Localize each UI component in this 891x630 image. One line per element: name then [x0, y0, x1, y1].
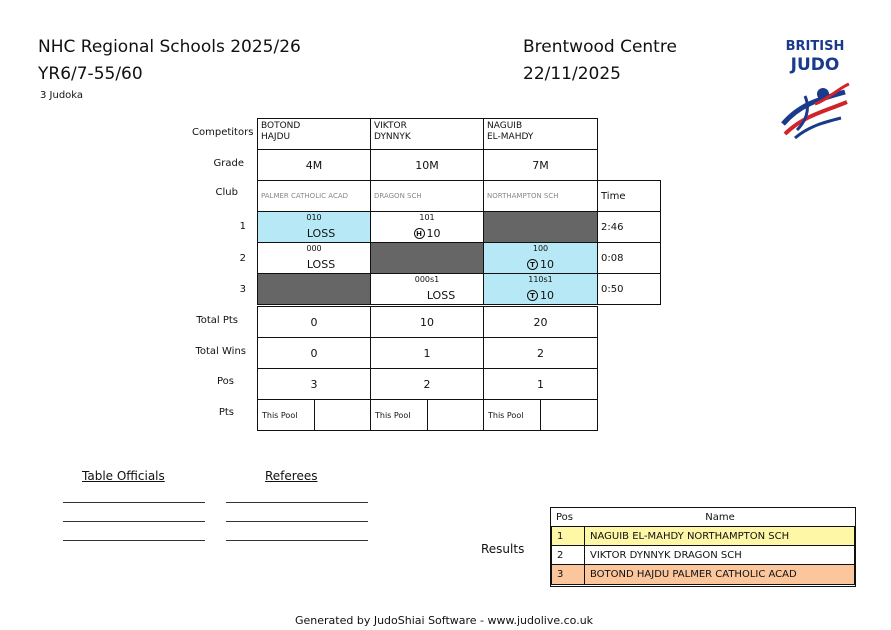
row-3-label: 3 [239, 284, 246, 295]
competitor-3-this-pool: This Pool [483, 399, 541, 431]
match-cell-r3c2: 000s1 LOSS [370, 273, 484, 305]
time-row-3: 0:50 [597, 273, 661, 305]
match-cell-r2c2-blank [370, 242, 484, 274]
club-label: Club [215, 187, 238, 198]
competitor-1-club: PALMER CATHOLIC ACAD [257, 180, 371, 212]
event-date: 22/11/2025 [523, 64, 621, 84]
time-row-2: 0:08 [597, 242, 661, 274]
competitor-2-grade: 10M [370, 149, 484, 181]
tournament-title: NHC Regional Schools 2025/26 [38, 37, 301, 57]
competitor-3-club: NORTHAMPTON SCH [483, 180, 598, 212]
match-cell-r1c3-blank [483, 211, 598, 243]
competitor-3-pos: 1 [483, 368, 598, 400]
result-3-name: BOTOND HAJDU PALMER CATHOLIC ACAD [584, 564, 855, 585]
competitor-1-total-wins: 0 [257, 337, 371, 369]
british-judo-logo: BRITISH JUDO [775, 38, 855, 148]
competitor-3-total-pts: 20 [483, 306, 598, 338]
footer-credit: Generated by JudoShiai Software - www.judolive.co.uk [295, 614, 594, 627]
row-1-label: 1 [239, 221, 246, 232]
competitor-3-pool-pts [540, 399, 598, 431]
table-official-signature-line [63, 540, 205, 541]
time-row-1: 2:46 [597, 211, 661, 243]
competitor-3-total-wins: 2 [483, 337, 598, 369]
match-cell-r3c3: 110s1 T 10 [483, 273, 598, 305]
match-cell-r3c1-blank [257, 273, 371, 305]
hansoku-icon: H [414, 228, 425, 239]
pts-label: Pts [218, 407, 234, 418]
referee-signature-line [226, 521, 368, 522]
referee-signature-line [226, 540, 368, 541]
competitor-3-grade: 7M [483, 149, 598, 181]
match-cell-r1c1: 010 LOSS [257, 211, 371, 243]
pos-label: Pos [216, 376, 234, 387]
referee-signature-line [226, 502, 368, 503]
competitor-1-grade: 4M [257, 149, 371, 181]
results-table [550, 507, 856, 587]
competitor-1-name: BOTOND HAJDU [257, 118, 371, 150]
competitor-2-total-pts: 10 [370, 306, 484, 338]
competitor-2-this-pool: This Pool [370, 399, 428, 431]
time-win-icon: T [527, 259, 538, 270]
competitor-1-pos: 3 [257, 368, 371, 400]
competitor-1-this-pool: This Pool [257, 399, 315, 431]
results-name-header: Name [705, 511, 735, 523]
result-3-pos: 3 [551, 564, 585, 585]
competitor-2-pos: 2 [370, 368, 484, 400]
category-title: YR6/7-55/60 [38, 64, 143, 84]
time-win-icon: T [527, 290, 538, 301]
grade-label: Grade [213, 158, 244, 169]
total-pts-label: Total Pts [196, 315, 238, 326]
table-officials-title: Table Officials [82, 469, 165, 483]
match-cell-r2c1: 000 LOSS [257, 242, 371, 274]
table-official-signature-line [63, 502, 205, 503]
competitor-2-name: VIKTOR DYNNYK [370, 118, 484, 150]
table-official-signature-line [63, 521, 205, 522]
result-1-pos: 1 [551, 526, 585, 546]
competitors-label: Competitors [192, 127, 254, 138]
results-pos-header: Pos [556, 511, 574, 523]
time-header: Time [597, 180, 661, 212]
competitor-2-club: DRAGON SCH [370, 180, 484, 212]
result-1-name: NAGUIB EL-MAHDY NORTHAMPTON SCH [584, 526, 855, 546]
total-wins-label: Total Wins [195, 346, 246, 357]
match-cell-r2c3: 100 T 10 [483, 242, 598, 274]
competitor-3-name: NAGUIB EL-MAHDY [483, 118, 598, 150]
results-label: Results [481, 542, 525, 556]
judoka-emblem-icon [775, 74, 855, 146]
competitor-1-total-pts: 0 [257, 306, 371, 338]
competitor-2-pool-pts [427, 399, 484, 431]
referees-title: Referees [265, 469, 318, 483]
judoka-count: 3 Judoka [40, 90, 84, 101]
result-2-pos: 2 [551, 545, 585, 565]
match-cell-r1c2: 101 H 10 [370, 211, 484, 243]
venue: Brentwood Centre [523, 37, 677, 57]
competitor-2-total-wins: 1 [370, 337, 484, 369]
result-2-name: VIKTOR DYNNYK DRAGON SCH [584, 545, 855, 565]
row-2-label: 2 [239, 253, 246, 264]
competitor-1-pool-pts [314, 399, 371, 431]
